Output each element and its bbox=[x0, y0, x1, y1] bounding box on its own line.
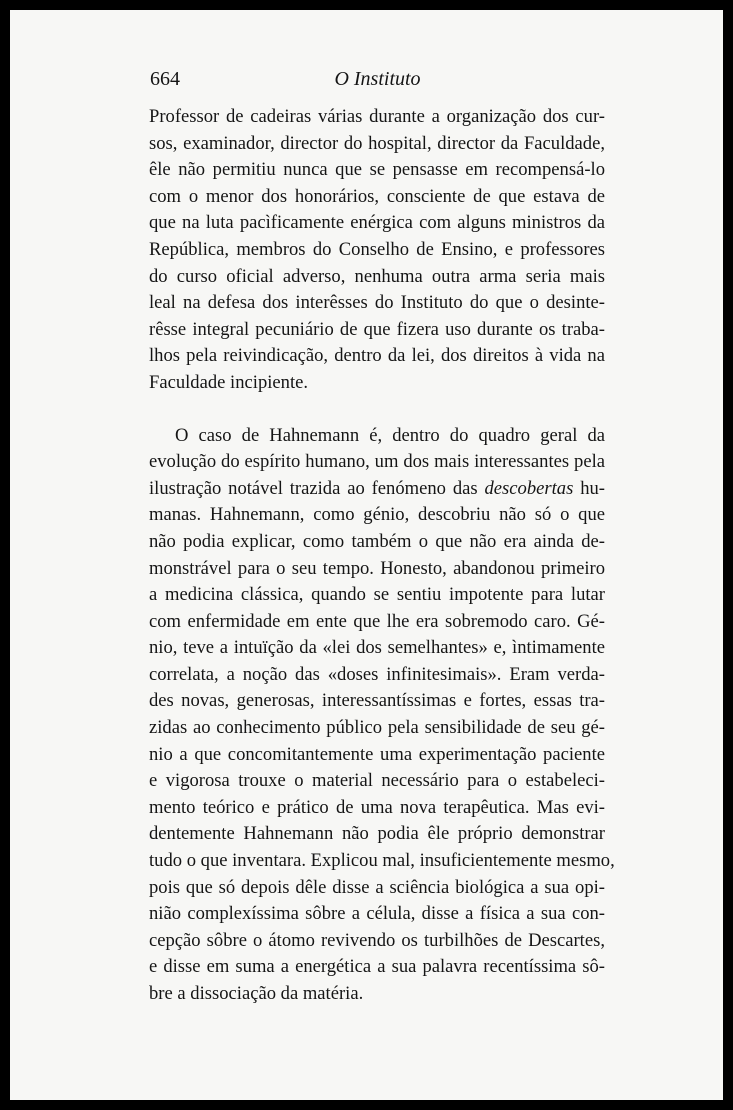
text-segment: ilustração notável trazida ao fenómeno das bbox=[149, 477, 478, 499]
text-line: cepção sôbre o átomo revivendo os turbilhões de Descartes, bbox=[149, 929, 605, 951]
text-line: lhos pela reivindicação, dentro da lei, dos direitos à vida na bbox=[149, 345, 605, 367]
text-segment: hu- bbox=[580, 477, 605, 499]
text-line: rêsse integral pecuniário de que fizera uso durante os traba- bbox=[149, 318, 605, 340]
text-line: zidas ao conhecimento público pela sensibilidade de seu gé- bbox=[149, 717, 605, 739]
paragraph-gap bbox=[149, 397, 605, 423]
text-line: tudo o que inventara. Explicou mal, insuficientemente mesmo, bbox=[149, 850, 615, 872]
page-header bbox=[150, 68, 605, 96]
text-line: manas. Hahnemann, como génio, descobriu não só o que bbox=[149, 504, 605, 526]
text-line: bre a dissociação da matéria. bbox=[149, 983, 364, 1004]
book-page bbox=[10, 10, 723, 1100]
text-line: nio, teve a intuïção da «lei dos semelhantes» e, ìntimamente bbox=[149, 637, 605, 659]
text-line: dentemente Hahnemann não podia êle próprio demonstrar bbox=[149, 823, 605, 845]
text-line: mento teórico e prático de uma nova terapêutica. Mas evi- bbox=[149, 796, 605, 818]
paragraph-1 bbox=[149, 104, 605, 397]
page-number: 664 bbox=[150, 68, 180, 90]
text-line: O caso de Hahnemann é, dentro do quadro geral da bbox=[175, 424, 605, 446]
text-line: des novas, generosas, interessantíssimas e fortes, essas tra- bbox=[149, 690, 605, 712]
text-line: a medicina clássica, quando se sentiu impotente para lutar bbox=[149, 584, 605, 606]
running-title: O Instituto bbox=[334, 68, 421, 90]
text-line: não podia explicar, como também o que não era ainda de- bbox=[149, 530, 605, 552]
text-line: República, membros do Conselho de Ensino, e professores bbox=[149, 238, 605, 260]
italic-word: descobertas bbox=[484, 477, 574, 499]
text-line-with-italic bbox=[149, 476, 605, 503]
text-line: pois que só depois dêle disse a sciência biológica a sua opi- bbox=[149, 876, 605, 898]
text-line: e vigorosa trouxe o material necessário para o estabeleci- bbox=[149, 770, 605, 792]
text-line: com enfermidade em ente que lhe era sobremodo caro. Gé- bbox=[149, 610, 605, 632]
text-line: que na luta pacìficamente enérgica com alguns ministros da bbox=[149, 212, 605, 234]
text-line: nião complexíssima sôbre a célula, disse a física a sua con- bbox=[149, 903, 605, 925]
text-line: êle não permitiu nunca que se pensasse em recompensá-lo bbox=[149, 159, 605, 181]
text-line: do curso oficial adverso, nenhuma outra arma seria mais bbox=[149, 265, 605, 287]
text-line: correlata, a noção das «doses infinitesimais». Eram verda- bbox=[149, 663, 605, 685]
text-line: monstrável para o seu tempo. Honesto, abandonou primeiro bbox=[149, 557, 605, 579]
text-line: evolução do espírito humano, um dos mais interessantes pela bbox=[149, 451, 605, 473]
text-line: sos, examinador, director do hospital, director da Faculdade, bbox=[149, 132, 605, 154]
text-line: nio a que concomitantemente uma experimentação paciente bbox=[149, 743, 605, 765]
paragraph-2 bbox=[149, 423, 615, 1008]
text-line: e disse em suma a energética a sua palavra recentíssima sô- bbox=[149, 956, 605, 978]
text-line: Faculdade incipiente. bbox=[149, 371, 309, 393]
body-text bbox=[149, 104, 615, 1008]
text-line: Professor de cadeiras várias durante a organização dos cur- bbox=[149, 106, 605, 127]
text-line: leal na defesa dos interêsses do Instituto do que o desinte- bbox=[149, 292, 605, 314]
text-line: com o menor dos honorários, consciente de que estava de bbox=[149, 185, 605, 207]
